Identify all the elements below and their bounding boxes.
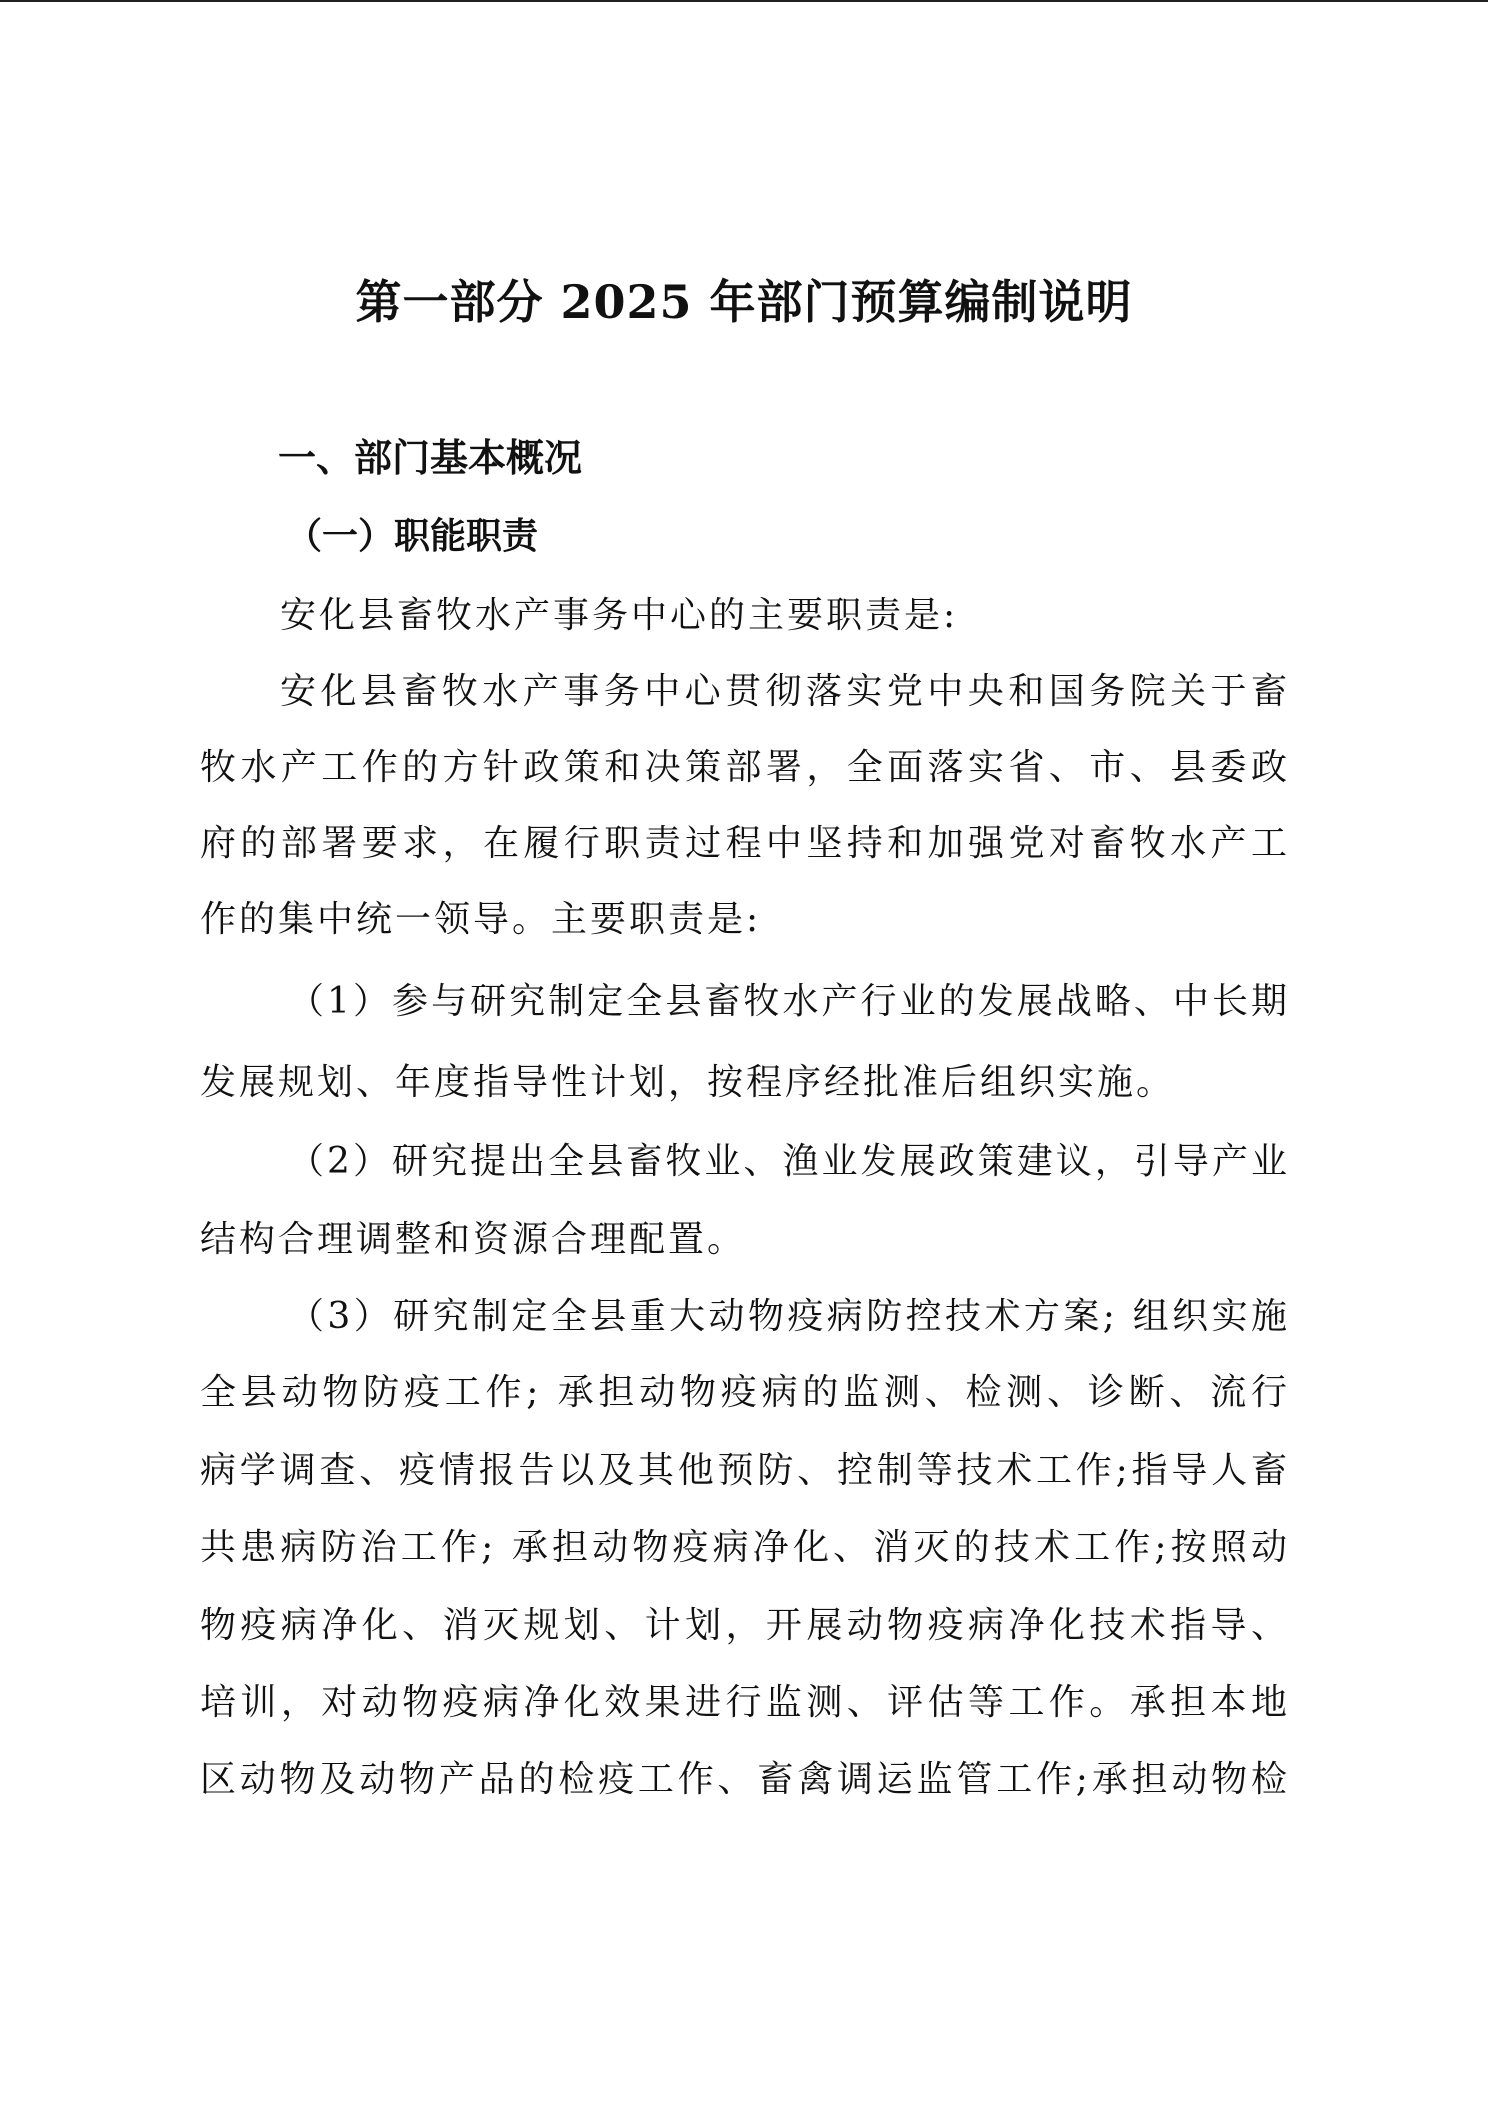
paragraph-line: 病学调查、疫情报告以及其他预防、控制等技术工作;指导人畜	[200, 1450, 1290, 1491]
paragraph-line: 作的集中统一领导。主要职责是:	[200, 899, 762, 940]
paragraph-line: 发展规划、年度指导性计划，按程序经批准后组织实施。	[200, 1062, 1176, 1103]
paragraph-line: 牧水产工作的方针政策和决策部署，全面落实省、市、县委政	[200, 747, 1290, 788]
paragraph-line: 物疫病净化、消灭规划、计划，开展动物疫病净化技术指导、	[200, 1605, 1290, 1646]
paragraph-line: 府的部署要求，在履行职责过程中坚持和加强党对畜牧水产工	[200, 823, 1290, 864]
paragraph-line: （2）研究提出全县畜牧业、渔业发展政策建议，引导产业	[288, 1141, 1290, 1182]
paragraph-line: 共患病防治工作; 承担动物疫病净化、消灭的技术工作;按照动	[200, 1527, 1290, 1568]
section-heading: 一、部门基本概况	[278, 435, 583, 480]
paragraph-line: 安化县畜牧水产事务中心贯彻落实党中央和国务院关于畜	[280, 671, 1290, 712]
paragraph-line: 区动物及动物产品的检疫工作、畜禽调运监管工作;承担动物检	[200, 1759, 1290, 1800]
subsection-heading: （一）职能职责	[286, 515, 539, 557]
document-title: 第一部分 2025 年部门预算编制说明	[355, 275, 1133, 329]
paragraph-line: 结构合理调整和资源合理配置。	[200, 1219, 747, 1260]
paragraph-line: 培训，对动物疫病净化效果进行监测、评估等工作。承担本地	[200, 1682, 1290, 1723]
paragraph-line: 全县动物防疫工作; 承担动物疫病的监测、检测、诊断、流行	[200, 1372, 1290, 1413]
paragraph-line: 安化县畜牧水产事务中心的主要职责是:	[280, 595, 959, 636]
page-top-border	[0, 0, 1488, 2]
paragraph-line: （1）参与研究制定全县畜牧水产行业的发展战略、中长期	[288, 981, 1290, 1022]
paragraph-line: （3）研究制定全县重大动物疫病防控技术方案; 组织实施	[288, 1296, 1290, 1337]
